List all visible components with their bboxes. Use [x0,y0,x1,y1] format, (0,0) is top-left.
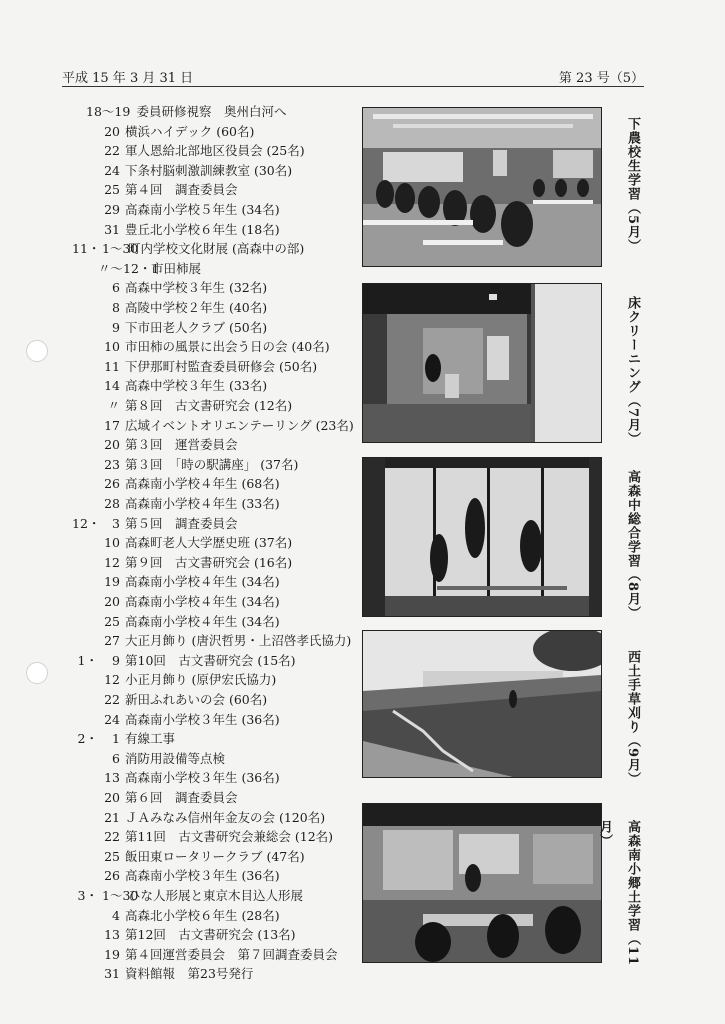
photo-caption-window-cleaning: 高森中総合学習（8月） [625,470,640,621]
classroom-photo [363,108,601,266]
schedule-event: ＪＡみなみ信州年金友の会 (120名) [125,809,326,825]
schedule-event: 高森南小学校４年生 (34名) [125,594,280,609]
schedule-event: 委員研修視察 奥州白河へ [136,104,287,119]
schedule-event: 高森南小学校５年生 (34名) [125,202,280,217]
schedule-event: 第10回 古文書研究会 (15名) [125,652,296,668]
publication-date: 平成 15 年 3 月 31 日 [62,71,194,86]
schedule-row [0,612,360,631]
schedule-row [0,788,360,807]
schedule-row [0,200,360,219]
schedule-day: 3 [112,515,120,531]
schedule-event: 高森南小学校４年生 (68名) [125,476,280,492]
photo-caption-classroom: 下農校生学習（5月） [625,117,640,254]
schedule-row [0,749,360,768]
schedule-day: 22 [104,692,120,707]
schedule-day: 18～19 [86,104,131,119]
schedule-event: 第９回 古文書研究会 (16名) [125,554,293,570]
schedule-day: 26 [104,476,120,492]
schedule-event: 飯田東ロータリークラブ (47名) [125,848,305,864]
photo-floor-cleaning [362,283,602,443]
schedule-day: 19 [104,946,120,962]
schedule-event: 資料館報 第23号発行 [125,966,254,982]
schedule-row [0,357,360,376]
schedule-row [0,455,360,474]
schedule-row [0,945,360,964]
schedule-row [0,514,360,533]
schedule-row [0,533,360,552]
schedule-event: 高森南小学校４年生 (34名) [125,613,280,629]
schedule-event: 高森南小学校３年生 (36名) [125,711,280,727]
schedule-day: 31 [104,966,120,982]
mowing-photo [363,631,601,777]
schedule-event: 有線工事 [125,731,176,747]
schedule-row [0,141,360,160]
schedule-day: 23 [104,456,120,472]
schedule-row [0,122,360,141]
schedule-day: 24 [104,162,120,178]
schedule-day: 1 [112,731,120,747]
schedule-row [0,572,360,591]
schedule-row [0,474,360,493]
schedule-month: 2・ [77,731,98,747]
schedule-day: 28 [104,496,120,511]
schedule-event: 消防用設備等点検 [125,750,226,766]
schedule-day: 19 [104,574,120,590]
schedule-event: 第12回 古文書研究会 (13名) [125,927,296,943]
schedule-day: 22 [104,143,120,159]
schedule-event: 小正月飾り (原伊宏氏協力) [125,672,277,688]
schedule-day: 14 [104,378,120,394]
schedule-row [0,239,360,258]
schedule-event: 第５回 調査委員会 [125,515,238,531]
schedule-row [0,866,360,885]
schedule-event: 第11回 古文書研究会兼総会 (12名) [125,829,334,845]
photo-window-cleaning [362,457,602,617]
schedule-row [0,670,360,689]
schedule-row [0,259,360,278]
schedule-day: 〃～12・1 [98,260,160,276]
schedule-day: 10 [104,535,120,551]
schedule-month: 3・ [77,888,98,903]
schedule-day: 13 [104,927,120,943]
schedule-row [0,376,360,395]
exhibit-visit-photo [363,804,601,962]
schedule-row [0,318,360,337]
schedule-row [0,690,360,709]
schedule-day: 21 [104,809,120,825]
schedule-event: 高森中学校３年生 (33名) [125,378,268,394]
schedule-event: 広域イベントオリエンテーリング (23名) [125,417,354,433]
schedule-row [0,494,360,513]
schedule-event: 横浜ハイデック (60名) [125,123,255,139]
schedule-day: 11 [104,358,120,374]
schedule-event: ひな人形展と東京木目込人形展 [128,888,304,903]
schedule-day: 1～30 [102,888,139,903]
schedule-event: 高森南小学校４年生 (33名) [125,496,280,511]
schedule-event: 第６回 調査委員会 [125,790,238,805]
page-header [62,64,644,87]
schedule-row [0,220,360,239]
schedule-row [0,729,360,748]
schedule-day: 1～30 [102,241,139,257]
photo-caption-floor-cleaning: 床クリーニング（7月） [625,296,640,447]
window-cleaning-photo [363,458,601,616]
schedule-event: 第８回 古文書研究会 (12名) [125,398,293,413]
schedule-day: 9 [112,319,120,335]
schedule-event: 高森町老人大学歴史班 (37名) [125,535,293,551]
schedule-row [0,925,360,944]
schedule-day: 25 [104,848,120,864]
schedule-row [0,161,360,180]
schedule-event: 高森南小学校４年生 (34名) [125,574,280,590]
schedule-row [0,827,360,846]
schedule-day: 8 [112,300,120,315]
schedule-event: 下伊那町村監査委員研修会 (50名) [125,358,318,374]
schedule-event: 第３回 「時の駅講座」 (37名) [125,456,299,472]
schedule-day: 12 [104,554,120,570]
schedule-day: 〃 [107,398,120,413]
schedule-month: 12・ [72,515,101,531]
schedule-row [0,298,360,317]
schedule-row [0,651,360,670]
schedule-month: 1・ [77,652,98,668]
schedule-day: 25 [104,182,120,198]
schedule-event: 市田柿の風景に出会う日の会 (40名) [125,339,330,355]
schedule-row [0,906,360,925]
photo-exhibit-visit [362,803,602,963]
schedule-day: 9 [112,652,120,668]
schedule-day: 17 [104,417,120,433]
schedule-row [0,631,360,650]
schedule-row [0,768,360,787]
schedule-row [0,847,360,866]
schedule-event: 第４回 調査委員会 [125,182,238,198]
schedule-day: 20 [104,594,120,609]
photo-caption-mowing: 西土手草刈り（9月） [625,650,640,787]
issue-number: 第 23 号（5） [558,71,644,86]
schedule-day: 6 [112,280,120,296]
schedule-event: 高森中学校３年生 (32名) [125,280,268,296]
schedule-event: 下市田老人クラブ (50名) [125,319,268,335]
schedule-row [0,886,360,905]
schedule-day: 22 [104,829,120,845]
photo-mowing [362,630,602,778]
schedule-row [0,592,360,611]
schedule-day: 20 [104,790,120,805]
photo-classroom [362,107,602,267]
schedule-row [0,278,360,297]
schedule-row [0,337,360,356]
schedule-row [0,102,360,121]
schedule-row [0,180,360,199]
schedule-event: 町内学校文化財展 (高森中の部) [128,241,305,257]
schedule-row [0,416,360,435]
schedule-row [0,553,360,572]
schedule-event: 高森南小学校３年生 (36名) [125,770,280,786]
schedule-day: 6 [112,750,120,766]
schedule-day: 4 [112,907,120,923]
schedule-day: 29 [104,202,120,217]
schedule-event: 下条村脳刺激訓練教室 (30名) [125,162,293,178]
schedule-row [0,710,360,729]
schedule-month: 11・ [72,241,101,257]
schedule-day: 24 [104,711,120,727]
schedule-event: 高森南小学校３年生 (36名) [125,868,280,884]
schedule-day: 20 [104,123,120,139]
photo-caption-exhibit-visit: 高森南小郷土学習（11月） [597,820,640,967]
schedule-day: 10 [104,339,120,355]
schedule-event: 第４回運営委員会 第７回調査委員会 [125,946,338,962]
schedule-event: 新田ふれあいの会 (60名) [125,692,268,707]
schedule-event: 高陵中学校２年生 (40名) [125,300,268,315]
schedule-day: 26 [104,868,120,884]
schedule-event: 軍人恩給北部地区役員会 (25名) [125,143,305,159]
schedule-event: 第３回 運営委員会 [125,437,238,453]
schedule-row [0,808,360,827]
schedule-row [0,964,360,983]
schedule-row [0,396,360,415]
schedule-day: 13 [104,770,120,786]
floor-cleaning-photo [363,284,601,442]
schedule-day: 20 [104,437,120,453]
schedule-day: 31 [104,221,120,237]
schedule-day: 27 [104,633,120,649]
schedule-event: 市田柿展 [151,260,202,276]
schedule-day: 12 [104,672,120,688]
schedule-event: 高森北小学校６年生 (28名) [125,907,280,923]
schedule-event: 大正月飾り (唐沢哲男・上沼啓孝氏協力) [125,633,352,649]
schedule-event: 豊丘北小学校６年生 (18名) [125,221,280,237]
schedule-row [0,435,360,454]
schedule-day: 25 [104,613,120,629]
